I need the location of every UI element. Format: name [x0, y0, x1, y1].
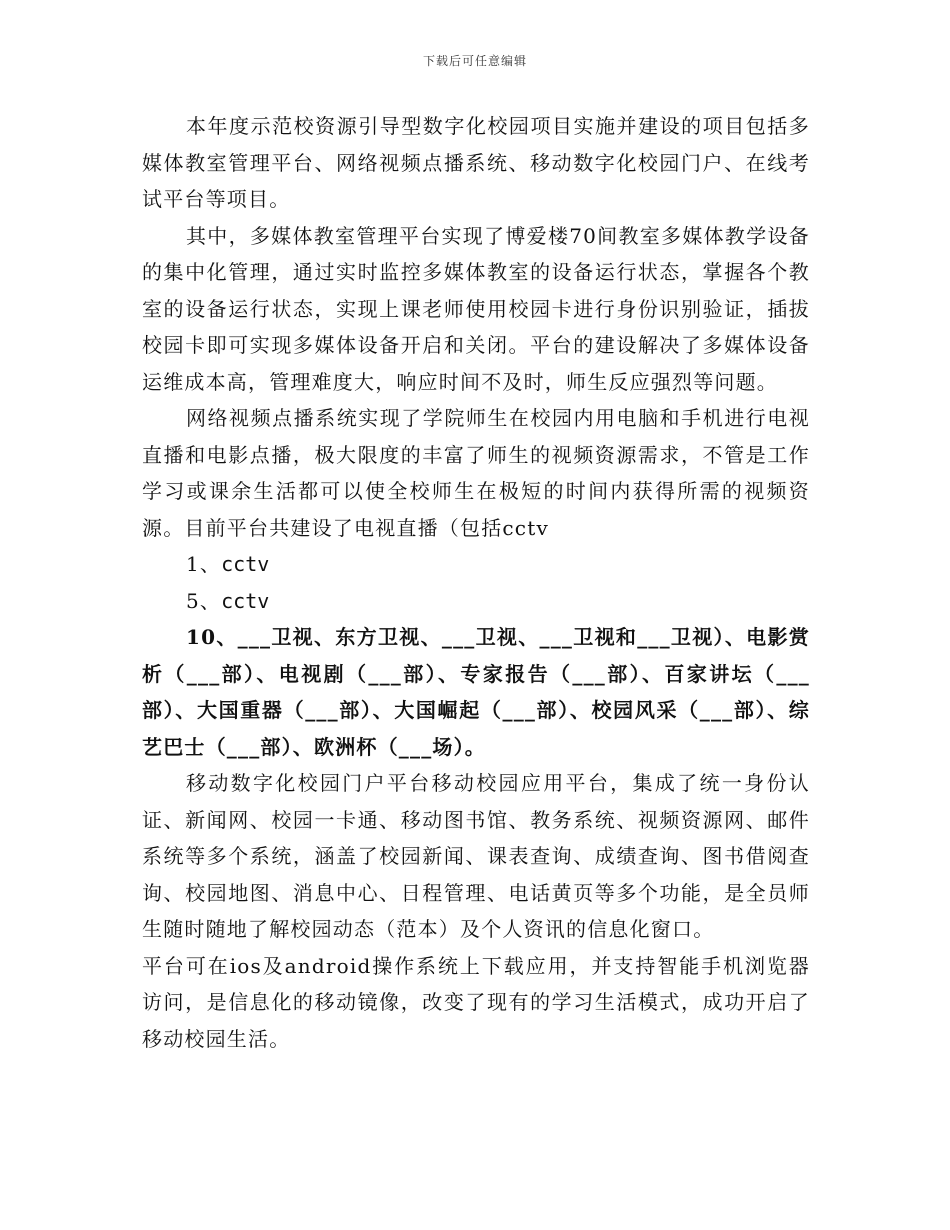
paragraph-project-overview: 本年度示范校资源引导型数字化校园项目实施并建设的项目包括多媒体教室管理平台、网络视频点播系统、移动数字化校园门户、在线考试平台等项目。: [142, 114, 810, 211]
paragraph-channel-1: [142, 546, 810, 583]
page-header-note: 下载后可任意编辑: [422, 54, 527, 68]
paragraph-multimedia-classroom: 其中，多媒体教室管理平台实现了博爱楼70间教室多媒体教学设备的集中化管理，通过实时监控多媒体教室的设备运行状态，掌握各个教室的设备运行状态，实现上课老师使用校园卡进行身份识别验证，插拔校园卡即可实现多媒体设备开启和关闭。平台的建设解决了多媒体设备运维成本高，管理难度大，响应时间不及时，师生反应强烈等问题。: [142, 223, 810, 394]
paragraph-platform-access: 平台可在ios及android操作系统上下载应用，并支持智能手机浏览器访问，是信息化的移动镜像，改变了现有的学习生活模式，成功开启了移动校园生活。: [142, 953, 810, 1051]
document-body: [142, 108, 810, 1057]
paragraph-mobile-portal: 移动数字化校园门户平台移动校园应用平台，集成了统一身份认证、新闻网、校园一卡通、移动图书馆、教务系统、视频资源网、邮件系统等多个系统，涵盖了校园新闻、课表查询、成绩查询、图书借阅查询、校园地图、消息中心、日程管理、电话黄页等多个功能，是全员师生随时随地了解校园动态（范本）及个人资讯的信息化窗口。: [142, 771, 810, 941]
channel-1-number: 1、: [186, 552, 222, 576]
channel-5-name: cctv: [221, 588, 270, 613]
channel-1-name: cctv: [221, 552, 270, 576]
channel-5-number: 5、: [186, 588, 222, 613]
paragraph-video-on-demand: 网络视频点播系统实现了学院师生在校园内用电脑和手机进行电视直播和电影点播，极大限度的丰富了师生的视频资源需求，不管是工作学习或课余生活都可以使全校师生在极短的时间内获得所需的视频资源。目前平台共建设了电视直播（包括cctv: [142, 406, 810, 540]
paragraph-channel-5: [142, 583, 810, 620]
paragraph-channel-list: 10、___卫视、东方卫视、___卫视、___卫视和___卫视）、电影赏析（___部）、电视剧（___部）、专家报告（___部）、百家讲坛（___部）、大国重器（___部）、大国崛起（___部）、校园风采（___部）、综艺巴士（___部）、欧洲杯（___场）。: [142, 625, 810, 759]
